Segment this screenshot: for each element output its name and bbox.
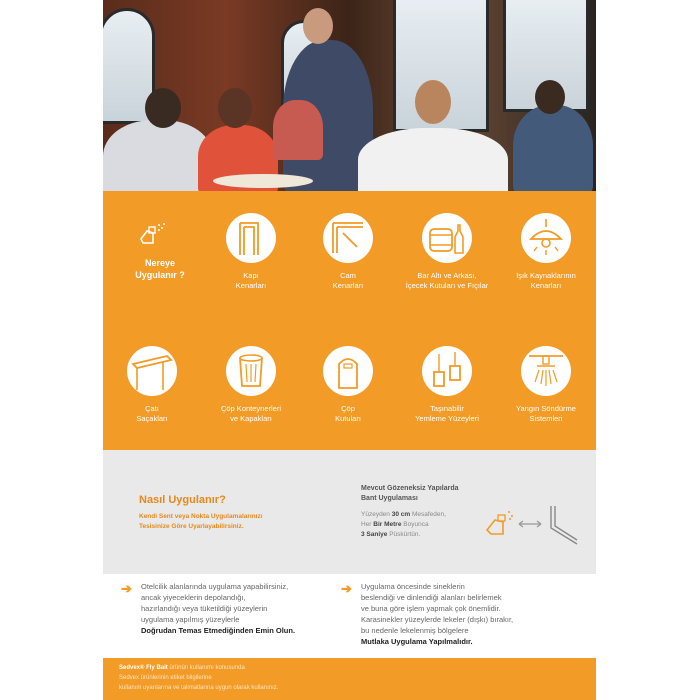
spray-distance-icon (481, 500, 581, 550)
barrel-bottles-icon (422, 213, 472, 263)
spray-hand-icon (137, 221, 167, 247)
where-item-tags: Taşınabilir Yemleme Yüzeyleri (399, 346, 495, 424)
trash-bin-icon (323, 346, 373, 396)
how-subtitle: Kendi Sent veya Nokta Uygulamalarınızı Tesisinize Göre Uyarlayabilirsiniz. (139, 513, 263, 530)
where-item-lamp: Işık Kaynaklarının Kenarları (498, 213, 594, 291)
lamp-icon (521, 213, 571, 263)
where-to-apply-panel (103, 191, 596, 450)
container-icon (226, 346, 276, 396)
footer-band (103, 658, 596, 700)
footer-note: Sedvex® Fly Bait ürünün kullanımı konusunda Sedvex ürünlerinin etiket bilgilerine kullanım uyarılarına ve talimatlarına uygun olarak kullanınız. (119, 665, 279, 691)
tape-title: Mevcut Gözeneksiz Yapılarda Bant Uygulaması (361, 485, 459, 502)
arrow-right-icon: ➔ (121, 581, 132, 596)
sprinkler-icon (521, 346, 571, 396)
flyer-page (103, 0, 596, 700)
eaves-icon (127, 346, 177, 396)
door-icon (226, 213, 276, 263)
tags-icon (422, 346, 472, 396)
restaurant-photo (103, 0, 596, 191)
where-item-trash: Çöp Kutuları (300, 346, 396, 424)
arrow-right-icon: ➔ (341, 581, 352, 596)
where-item-eaves: Çatı Saçakları (104, 346, 200, 424)
tape-instructions: Yüzeyden 30 cm Mesafeden, Her Bir Metre Boyunca 3 Saniye Püskürtün. (361, 511, 446, 538)
where-title: Nereye Uygulanır ? (135, 258, 185, 280)
info-right: ➔ Uygulama öncesinde sineklerin beslendiği ve dinlendiği alanları belirlemek ve buna göre işlem yapmak çok önemlidir. Karasinekler yüzeylerde lekeler (dışkı) bırakır, bu nedenle lekelenmiş bölgelere Mutlaka Uygulama Yapılmalıdır. (341, 581, 514, 646)
where-item-bar: Bar Altı ve Arkası, İçecek Kutuları ve Fıçılar (399, 213, 495, 291)
where-item-container: Çöp Konteynerleri ve Kapakları (203, 346, 299, 424)
how-title: Nasıl Uygulanır? (139, 494, 226, 506)
info-left: ➔ Otelcilik alanlarında uygulama yapabilirsiniz, ancak yiyeceklerin depolandığı, hazırlandığı veya tüketildiği yüzeylerin uygulama yapılmış yüzeylerle Doğrudan Temas Etmediğinden Emin Olun. (121, 581, 296, 635)
where-item-glass: Cam Kenarları (300, 213, 396, 291)
how-to-apply-panel (103, 450, 596, 574)
where-item-sprinkler: Yangın Söndürme Sistemleri (498, 346, 594, 424)
where-item-door: Kapı Kenarları (203, 213, 299, 291)
glass-icon (323, 213, 373, 263)
